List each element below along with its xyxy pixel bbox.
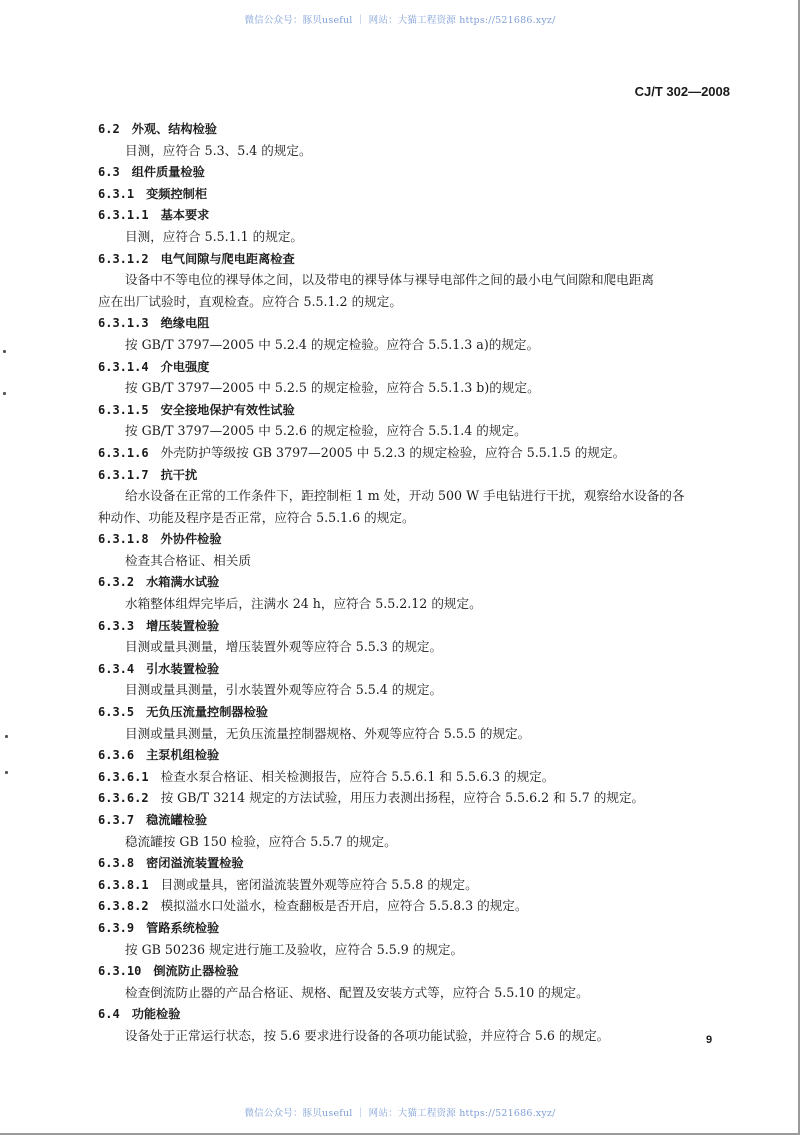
section-heading: [98, 464, 718, 486]
section-heading: [98, 917, 718, 939]
section-heading: [98, 615, 718, 637]
paragraph-text: 水箱整体组焊完毕后，注满水 24 h，应符合 5.5.2.12 的规定。: [125, 596, 482, 612]
section-title: 引水装置检验: [146, 661, 220, 676]
watermark-bottom: 微信公众号：豚贝useful ｜ 网站：大猫工程资源 https://521686.xyz/: [244, 1108, 556, 1119]
paragraph-line: [98, 831, 718, 853]
clause-inline: [98, 895, 718, 917]
section-title: 外协件检验: [160, 532, 222, 547]
paragraph-text: 按 GB/T 3797—2005 中 5.2.5 的规定检验，应符合 5.5.1.3 b)的规定。: [125, 380, 540, 396]
paragraph-text: 按 GB 50236 规定进行施工及验收，应符合 5.5.9 的规定。: [125, 941, 464, 957]
paragraph-text: 目测或量具测量，无负压流量控制器规格、外观等应符合 5.5.5 的规定。: [125, 725, 531, 741]
section-title: 水箱满水试验: [146, 575, 220, 590]
paragraph-line: [98, 550, 718, 572]
paragraph-text: 稳流罐按 GB 150 检验，应符合 5.5.7 的规定。: [125, 833, 397, 849]
scan-speck: [5, 771, 8, 774]
section-heading: [98, 852, 718, 874]
section-title: 电气间隙与爬电距离检查: [160, 251, 295, 266]
clause-text: 目测或量具，密闭溢流装置外观等应符合 5.5.8 的规定。: [160, 876, 478, 892]
paragraph-text: 设备中不等电位的裸导体之间，以及带电的裸导体与裸导电部件之间的最小电气间隙和爬电距离: [125, 272, 654, 288]
clause-inline: [98, 874, 718, 896]
section-title: 绝缘电阻: [160, 316, 210, 331]
section-heading: [98, 183, 718, 205]
section-number: 6.3.8.1: [98, 877, 149, 892]
section-heading: [98, 399, 718, 421]
paragraph-line: [98, 593, 718, 615]
paragraph-line: [98, 982, 718, 1004]
paragraph-line: [98, 420, 718, 442]
section-number: 6.3.1.3: [98, 316, 149, 331]
section-number: 6.3.1.5: [98, 402, 149, 417]
clause-inline: [98, 766, 718, 788]
section-title: 变频控制柜: [146, 186, 208, 201]
section-heading: [98, 571, 718, 593]
paragraph-line: [98, 269, 718, 291]
section-title: 稳流罐检验: [146, 813, 208, 827]
section-number: 6.3.4: [98, 661, 135, 676]
scan-speck: [3, 392, 6, 395]
section-number: 6.3.6.1: [98, 769, 149, 784]
section-title: 外观、结构检验: [131, 122, 217, 136]
paragraph-line: [98, 679, 718, 701]
paragraph-continuation: [98, 291, 718, 313]
section-number: 6.3.1.4: [98, 359, 149, 374]
paragraph-text: 目测，应符合 5.3、5.4 的规定。: [125, 142, 312, 158]
page-number: 9: [706, 1034, 713, 1046]
paragraph-line: [98, 334, 718, 356]
section-number: 6.3.1.7: [98, 467, 149, 482]
paragraph-line: [98, 939, 718, 961]
paragraph-text: 目测或量具测量，引水装置外观等应符合 5.5.4 的规定。: [125, 682, 443, 698]
section-heading: [98, 960, 718, 982]
paragraph-text: 按 GB/T 3797—2005 中 5.2.6 的规定检验，应符合 5.5.1.4 的规定。: [125, 423, 527, 439]
scan-speck: [5, 735, 8, 738]
section-number: 6.4: [98, 1007, 120, 1022]
paragraph-text: 给水设备在正常的工作条件下，距控制柜 1 m 处，开动 500 W 手电钻进行干扰，观察给水设备的各: [125, 488, 685, 504]
section-title: 管路系统检验: [146, 920, 220, 935]
paragraph-line: [98, 377, 718, 399]
paragraph-text: 目测，应符合 5.5.1.1 的规定。: [125, 228, 304, 244]
section-number: 6.3.2: [98, 575, 135, 590]
section-title: 组件质量检验: [131, 165, 205, 180]
standard-code: CJ/T 302—2008: [634, 84, 730, 99]
section-number: 6.3.9: [98, 920, 135, 935]
section-title: 主泵机组检验: [146, 748, 220, 763]
section-heading: [98, 809, 718, 831]
section-heading: [98, 1003, 718, 1025]
paragraph-line: [98, 636, 718, 658]
paragraph-text: 应在出厂试验时，直观检查。应符合 5.5.1.2 的规定。: [98, 293, 402, 309]
section-heading: [98, 248, 718, 270]
section-number: 6.3.8: [98, 856, 135, 871]
section-number: 6.3.1.8: [98, 532, 149, 547]
section-number: 6.3.1.6: [98, 445, 149, 460]
clause-text: 按 GB/T 3214 规定的方法试验，用压力表测出扬程，应符合 5.5.6.2 和 5.7 的规定。: [160, 790, 645, 806]
section-title: 功能检验: [131, 1007, 181, 1022]
paragraph-line: [98, 226, 718, 248]
paragraph-line: [98, 1025, 718, 1047]
section-title: 无负压流量控制器检验: [146, 705, 268, 720]
clause-text: 外壳防护等级按 GB 3797—2005 中 5.2.3 的规定检验，应符合 5.5.1.5 的规定。: [160, 444, 626, 460]
paragraph-line: [98, 485, 718, 507]
section-title: 安全接地保护有效性试验: [160, 402, 295, 417]
section-number: 6.2: [98, 122, 120, 136]
paragraph-text: 目测或量具测量，增压装置外观等应符合 5.5.3 的规定。: [125, 639, 443, 655]
watermark-top: 微信公众号：豚贝useful ｜ 网站：大猫工程资源 https://521686.xyz/: [244, 15, 556, 26]
section-title: 增压装置检验: [146, 618, 220, 633]
section-number: 6.3.10: [98, 964, 142, 979]
section-heading: [98, 658, 718, 680]
section-number: 6.3.8.2: [98, 899, 149, 914]
paragraph-line: [98, 140, 718, 162]
section-number: 6.3.5: [98, 705, 135, 720]
section-number: 6.3.6.2: [98, 791, 149, 806]
section-title: 密闭溢流装置检验: [146, 856, 244, 871]
section-heading: [98, 356, 718, 378]
paragraph-text: 检查其合格证、相关质: [125, 552, 251, 568]
section-heading: [98, 118, 718, 140]
section-heading: [98, 744, 718, 766]
section-heading: [98, 161, 718, 183]
section-number: 6.3.3: [98, 618, 135, 633]
section-number: 6.3.7: [98, 813, 135, 827]
section-heading: [98, 528, 718, 550]
section-title: 介电强度: [160, 359, 210, 374]
section-heading: [98, 204, 718, 226]
section-heading: [98, 312, 718, 334]
section-number: 6.3.6: [98, 748, 135, 763]
section-number: 6.3.1: [98, 186, 135, 201]
section-number: 6.3.1.1: [98, 208, 149, 223]
scan-speck: [3, 350, 6, 353]
section-title: 抗干扰: [160, 467, 198, 482]
paragraph-text: 种动作、功能及程序是否正常，应符合 5.5.1.6 的规定。: [98, 509, 415, 525]
section-title: 基本要求: [160, 208, 210, 223]
paragraph-text: 按 GB/T 3797—2005 中 5.2.4 的规定检验。应符合 5.5.1.3 a)的规定。: [125, 336, 540, 352]
paragraph-text: 检查倒流防止器的产品合格证、规格、配置及安装方式等，应符合 5.5.10 的规定。: [125, 984, 589, 1000]
clause-inline: [98, 442, 718, 464]
section-title: 倒流防止器检验: [153, 964, 239, 979]
clause-inline: [98, 787, 718, 809]
paragraph-line: [98, 723, 718, 745]
document-body: [98, 118, 718, 1047]
section-heading: [98, 701, 718, 723]
paragraph-continuation: [98, 507, 718, 529]
section-number: 6.3.1.2: [98, 251, 149, 266]
paragraph-text: 设备处于正常运行状态，按 5.6 要求进行设备的各项功能试验，并应符合 5.6 的规定。: [125, 1027, 610, 1043]
clause-text: 检查水泵合格证、相关检测报告，应符合 5.5.6.1 和 5.5.6.3 的规定。: [160, 768, 555, 784]
section-number: 6.3: [98, 165, 120, 180]
clause-text: 模拟溢水口处溢水，检查翻板是否开启，应符合 5.5.8.3 的规定。: [160, 898, 528, 914]
